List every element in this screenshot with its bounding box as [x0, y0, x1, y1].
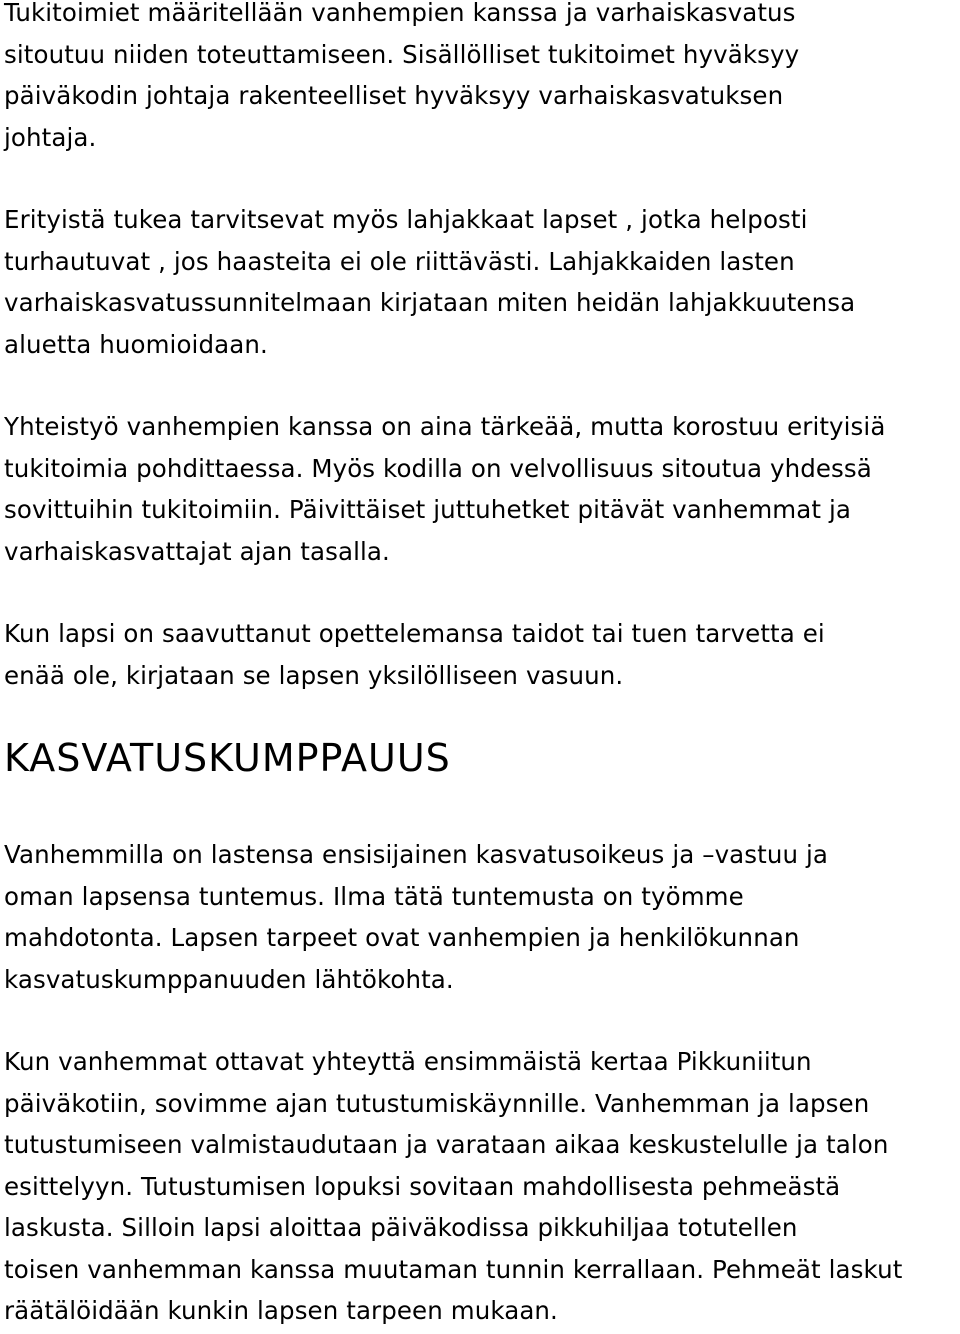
text-line: laskusta. Silloin lapsi aloittaa päiväkodissa pikkuhiljaa totutellen [4, 1213, 798, 1242]
text-line: johtaja. [4, 122, 97, 152]
text-line: Yhteistyö vanhempien kanssa on aina tärkeää, mutta korostuu erityisiä [4, 412, 886, 441]
text-line: sitoutuu niiden toteuttamiseen. Sisällölliset tukitoimet hyväksyy [4, 39, 800, 69]
text-line: päiväkodin johtaja rakenteelliset hyväksyy varhaiskasvatuksen [4, 81, 784, 110]
text-line: tukitoimia pohdittaessa. Myös kodilla on velvollisuus sitoutua yhdessä [4, 453, 872, 483]
text-line: mahdotonta. Lapsen tarpeet ovat vanhempien ja henkilökunnan [4, 923, 800, 952]
text-line: räätälöidään kunkin lapsen tarpeen mukaan. [4, 1296, 558, 1325]
paragraph-parents-responsibility [4, 834, 954, 1000]
paragraph-skills-achieved [4, 613, 954, 696]
text-line: päiväkotiin, sovimme ajan tutustumiskäynnille. Vanhemman ja lapsen [4, 1088, 870, 1118]
text-line: tutustumiseen valmistaudutaan ja varataan aikaa keskustelulle ja talon [4, 1130, 889, 1159]
document-page [4, 0, 954, 1332]
text-line: turhautuvat , jos haasteita ei ole riittävästi. Lahjakkaiden lasten [4, 246, 795, 276]
paragraph-cooperation [4, 406, 954, 572]
section-heading: KASVATUSKUMPPAUUS [4, 736, 451, 780]
text-line: esittelyyn. Tutustumisen lopuksi sovitaan mahdollisesta pehmeästä [4, 1171, 841, 1201]
paragraph-support-measures [4, 0, 954, 158]
text-line: enää ole, kirjataan se lapsen yksilölliseen vasuun. [4, 660, 624, 690]
text-line: Erityistä tukea tarvitsevat myös lahjakkaat lapset , jotka helposti [4, 205, 808, 234]
text-line: varhaiskasvatussunnitelmaan kirjataan miten heidän lahjakkuutensa [4, 288, 856, 317]
text-line: varhaiskasvattajat ajan tasalla. [4, 536, 390, 566]
paragraph-gifted-children [4, 199, 954, 365]
text-line: toisen vanhemman kanssa muutaman tunnin kerrallaan. Pehmeät laskut [4, 1254, 903, 1284]
text-line: kasvatuskumppanuuden lähtökohta. [4, 964, 454, 994]
text-line: sovittuihin tukitoimiin. Päivittäiset juttuhetket pitävät vanhemmat ja [4, 495, 851, 524]
text-line: Kun vanhemmat ottavat yhteyttä ensimmäistä kertaa Pikkuniitun [4, 1047, 812, 1076]
paragraph-first-contact [4, 1041, 954, 1332]
text-line: Vanhemmilla on lastensa ensisijainen kasvatusoikeus ja –vastuu ja [4, 840, 829, 869]
text-line: oman lapsensa tuntemus. Ilma tätä tuntemusta on työmme [4, 881, 744, 911]
text-line: Tukitoimiet määritellään vanhempien kanssa ja varhaiskasvatus [4, 0, 796, 27]
text-line: aluetta huomioidaan. [4, 329, 268, 359]
text-line: Kun lapsi on saavuttanut opettelemansa taidot tai tuen tarvetta ei [4, 619, 825, 648]
